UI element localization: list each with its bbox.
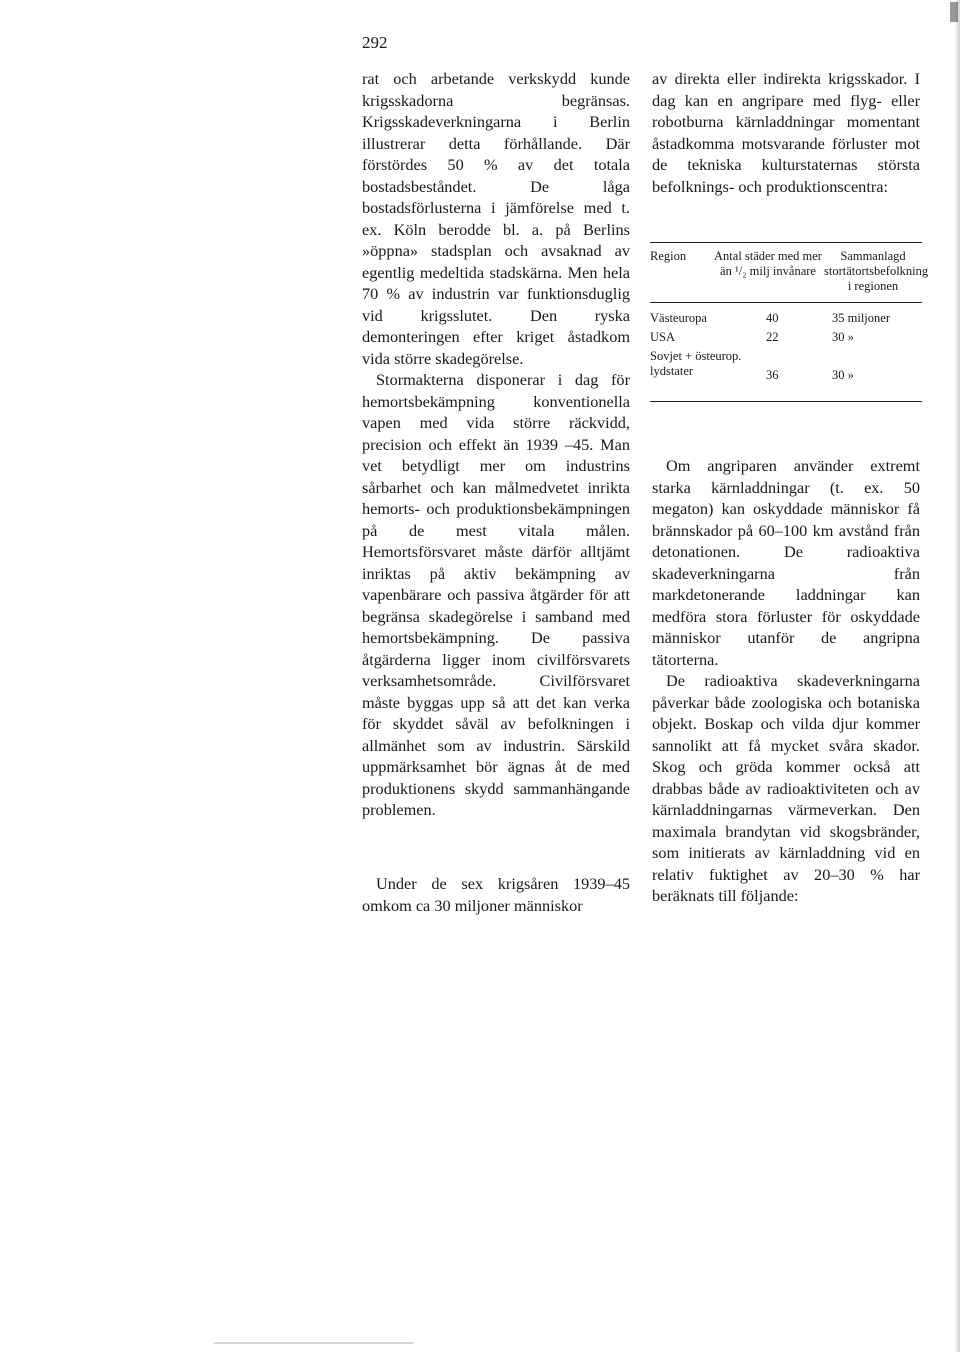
page-number: 292 bbox=[362, 33, 388, 52]
cities-table bbox=[650, 242, 929, 402]
cell-cities: 40 bbox=[766, 311, 779, 325]
table-header bbox=[650, 243, 929, 302]
scan-smudge bbox=[214, 1342, 414, 1344]
cell-cities: 22 bbox=[766, 330, 779, 344]
table-row bbox=[650, 349, 922, 387]
cell-region: Västeuropa bbox=[650, 311, 707, 325]
paragraph: rat och arbetande verkskydd kunde krigsskadorna begränsas. Krigsskadeverkningarna i Berlin illustrerar detta förhållande. Där förstördes 50 % av det totala bostadsbeståndet. De låga bostadsförlusterna i jämförelse med t. ex. Köln berodde bl. a. på Berlins »öppna» stadsplan och avsaknad av egentlig medeltida stadskärna. Men hela 70 % av industrin var funktionsduglig vid krigsslutet. Den ryska demonteringen efter kriget åstadkom vida större skadegörelse. bbox=[362, 69, 630, 368]
paragraph: Under de sex krigsåren 1939–45 omkom ca 30 miljoner människor bbox=[362, 874, 630, 915]
header-region: Region bbox=[650, 249, 687, 263]
cell-cities: 36 bbox=[766, 368, 779, 382]
cell-population: 35 miljoner bbox=[832, 311, 890, 325]
paragraph: Om angriparen använder extremt starka kärnladdningar (t. ex. 50 megaton) kan oskyddade människor få brännskador på 60–100 km avstånd från detonationen. De radioaktiva skadeverkningarna från markdetonerande laddningar kan medföra stora förluster för oskyddade människor utanför de angripna tätorterna. bbox=[652, 456, 920, 669]
table-body bbox=[650, 303, 922, 387]
table-row bbox=[650, 311, 922, 330]
header-cities: Antal städer med mer än ¹/₂ milj invånare bbox=[714, 249, 822, 278]
paragraph: av direkta eller indirekta krigsskador. I dag kan en angripare med flyg- eller robotburna kärnladdningar momentant åstadkomma motsvarande förluster mot de tekniska kulturstaternas största befolknings- och produktionscentra: bbox=[652, 69, 920, 196]
paragraph: De radioaktiva skadeverkningarna påverkar både zoologiska och botaniska objekt. Boskap och vilda djur kommer sannolikt att få mycket svåra skador. Skog och gröda kommer också att drabbas både av radioaktiviteten och av kärnladdningarnas värmeverkan. Den maximala brandytan vid skogsbränder, som initierats av kärnladdning vid en relativ fuktighet av 20–30 % har beräknats till följande: bbox=[652, 671, 920, 905]
table-row bbox=[650, 330, 922, 349]
header-population: Sammanlagd stortätortsbefolkning i regionen bbox=[824, 249, 929, 293]
cell-region: Sovjet + östeurop. lydstater bbox=[650, 349, 742, 378]
left-column-bottom bbox=[362, 873, 630, 916]
cell-population: 30 » bbox=[832, 368, 854, 382]
scan-speck bbox=[950, 2, 958, 22]
paragraph: Stormakterna disponerar i dag för hemortsbekämpning konventionella vapen med vida större räckvidd, precision och effekt än 1939 –45. Man vet betydligt mer om industrins sårbarhet och kan målmedvetet inrikta hemorts- och produktionsbekämpningen på de mest vitala målen. Hemortsförsvaret måste därför alltjämt inriktas på aktiv bekämpning av vapenbärare och passiva åtgärder för att begränsa skadegörelse i samband med hemortsbekämpning. De passiva åtgärderna ligger inom civilförsvarets verksamhetsområde. Civilförsvaret måste byggas upp så att det kan verka för skyddet såväl av befolkningen i allmänhet som av industrin. Särskild uppmärksamhet bör ägnas åt de med produktionens skydd sammanhängande problemen. bbox=[362, 370, 630, 819]
cell-region: USA bbox=[650, 330, 676, 344]
right-column-bottom bbox=[652, 455, 920, 907]
cell-population: 30 » bbox=[832, 330, 854, 344]
table-bottom-rule bbox=[650, 401, 922, 402]
scan-edge-shadow bbox=[954, 0, 960, 1352]
right-column-top bbox=[652, 68, 920, 197]
left-column bbox=[362, 68, 630, 821]
